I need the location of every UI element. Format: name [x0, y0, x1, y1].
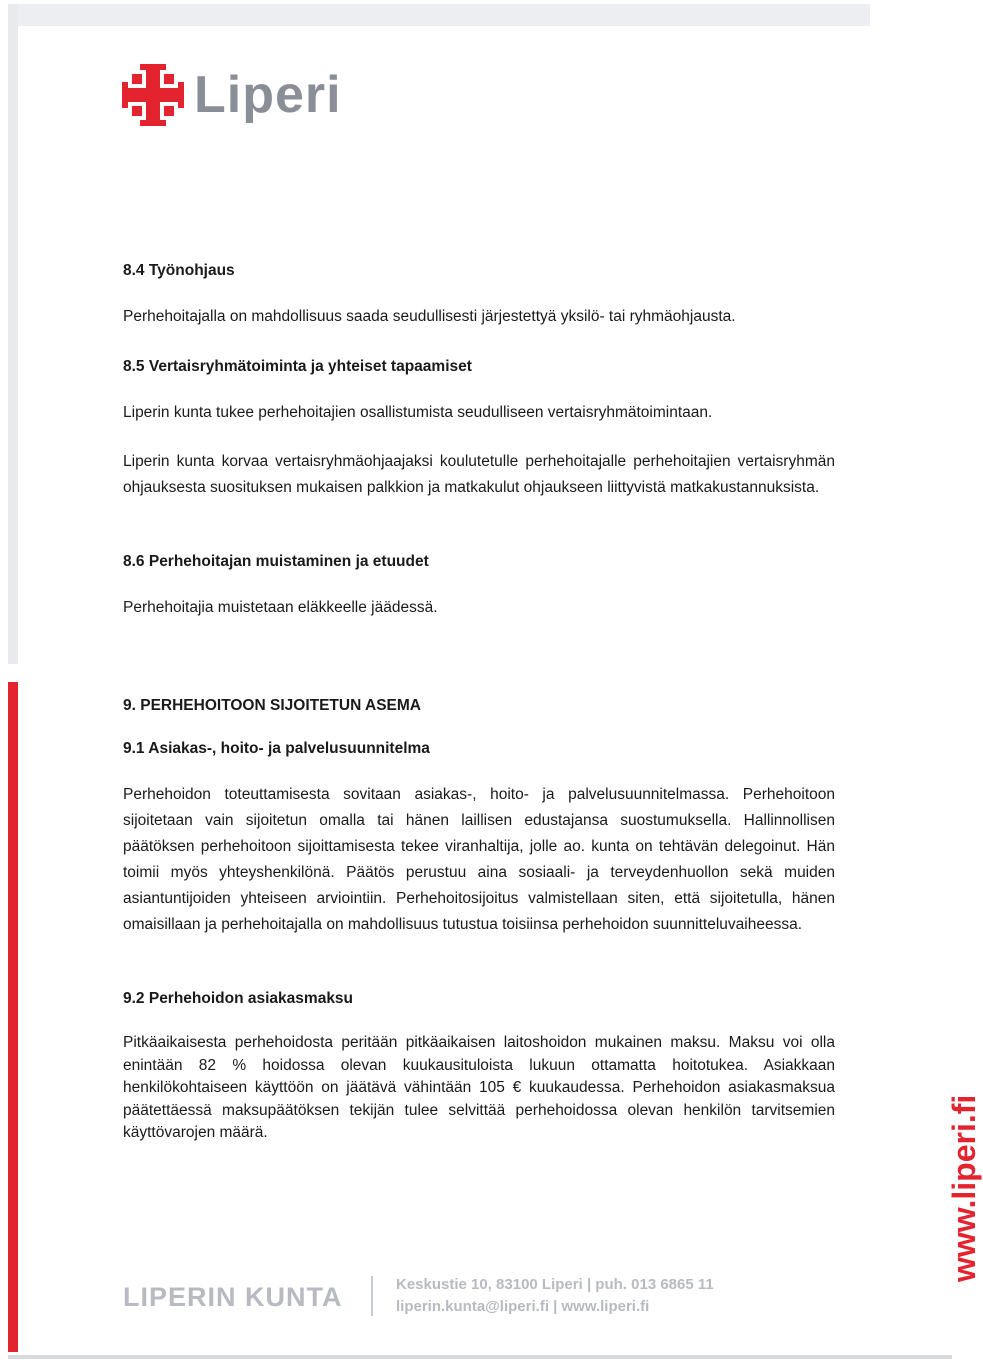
heading-9: 9. PERHEHOITOON SIJOITETUN ASEMA	[123, 697, 421, 714]
side-url	[898, 1094, 982, 1290]
side-url-text: www.liperi.fi	[946, 1094, 982, 1282]
paragraph-8-6: Perhehoitajia muistetaan eläkkeelle jäädessä.	[123, 599, 438, 616]
heading-8-5: 8.5 Vertaisryhmätoiminta ja yhteiset tapaamiset	[123, 358, 472, 375]
page-frame-left	[8, 4, 18, 664]
footer-separator	[371, 1276, 373, 1316]
footer-address: Keskustie 10, 83100 Liperi | puh. 013 6865 11	[396, 1276, 714, 1293]
page-frame-top	[8, 4, 870, 26]
paragraph-9-2: Pitkäaikaisesta perhehoidosta peritään pitkäaikaisen laitoshoidon mukainen maksu. Maksu voi olla enintään 82 % hoidossa olevan kuukausituloista lukuun ottamatta hoitotukea. Asiakkaan henkilökohtaiseen käyttöön on jäätävä vähintään 105 € kuukaudessa. Perhehoidon asiakasmaksua päätettäessä maksupäätöksen tekijän tulee selvittää perhehoidossa olevan henkilön tarvitsemien käyttövarojen määrä.	[123, 1034, 835, 1141]
footer-org-name: LIPERIN KUNTA	[123, 1282, 343, 1312]
footer-contact	[396, 1274, 714, 1318]
cross-emblem-icon	[122, 64, 184, 126]
left-accent-bar	[8, 682, 18, 1352]
heading-8-6: 8.6 Perhehoitajan muistaminen ja etuudet	[123, 553, 429, 570]
paragraph-9-1: Perhehoidon toteuttamisesta sovitaan asiakas-, hoito- ja palvelusuunnitelmassa. Perhehoitoon sijoitetaan vain sijoitetun omalla tai hänen laillisen edustajansa suostumuksella. Hallinnollisen päätöksen perhehoitoon sijoittamisesta tekee viranhaltija, jolle ao. kunta on tehtävän delegoinut. Hän toimii myös yhteyshenkilönä. Päätös perustuu aina sosiaali- ja terveydenhuollon sekä muiden asiantuntijoiden yhteiseen arviointiin. Perhehoitosijoitus valmistellaan siten, että sijoitetulla, hänen omaisillaan ja perhehoitajalla on mahdollisuus tutustua toisiinsa perhehoidon suunnitteluvaiheessa.	[123, 786, 835, 933]
paragraph-8-5-a: Liperin kunta tukee perhehoitajien osallistumista seudulliseen vertaisryhmätoimintaan.	[123, 404, 713, 421]
page-bottom-rule	[8, 1355, 952, 1359]
paragraph-8-5-b: Liperin kunta korvaa vertaisryhmäohjaajaksi koulutetulle perhehoitajalle perhehoitajien vertaisryhmän ohjauksesta suosituksen mukaisen palkkion ja matkakulut ohjaukseen liittyvistä matkakustannuksista.	[123, 453, 835, 496]
heading-9-1: 9.1 Asiakas-, hoito- ja palvelusuunnitelma	[123, 740, 430, 757]
paragraph-8-4: Perhehoitajalla on mahdollisuus saada seudullisesti järjestettyä yksilö- tai ryhmäohjausta.	[123, 308, 736, 325]
footer-email: liperin.kunta@liperi.fi | www.liperi.fi	[396, 1298, 650, 1315]
heading-9-2: 9.2 Perhehoidon asiakasmaksu	[123, 990, 354, 1007]
liperi-logo	[122, 64, 342, 126]
heading-8-4: 8.4 Työnohjaus	[123, 262, 235, 279]
logo-wordmark: Liperi	[194, 66, 342, 124]
